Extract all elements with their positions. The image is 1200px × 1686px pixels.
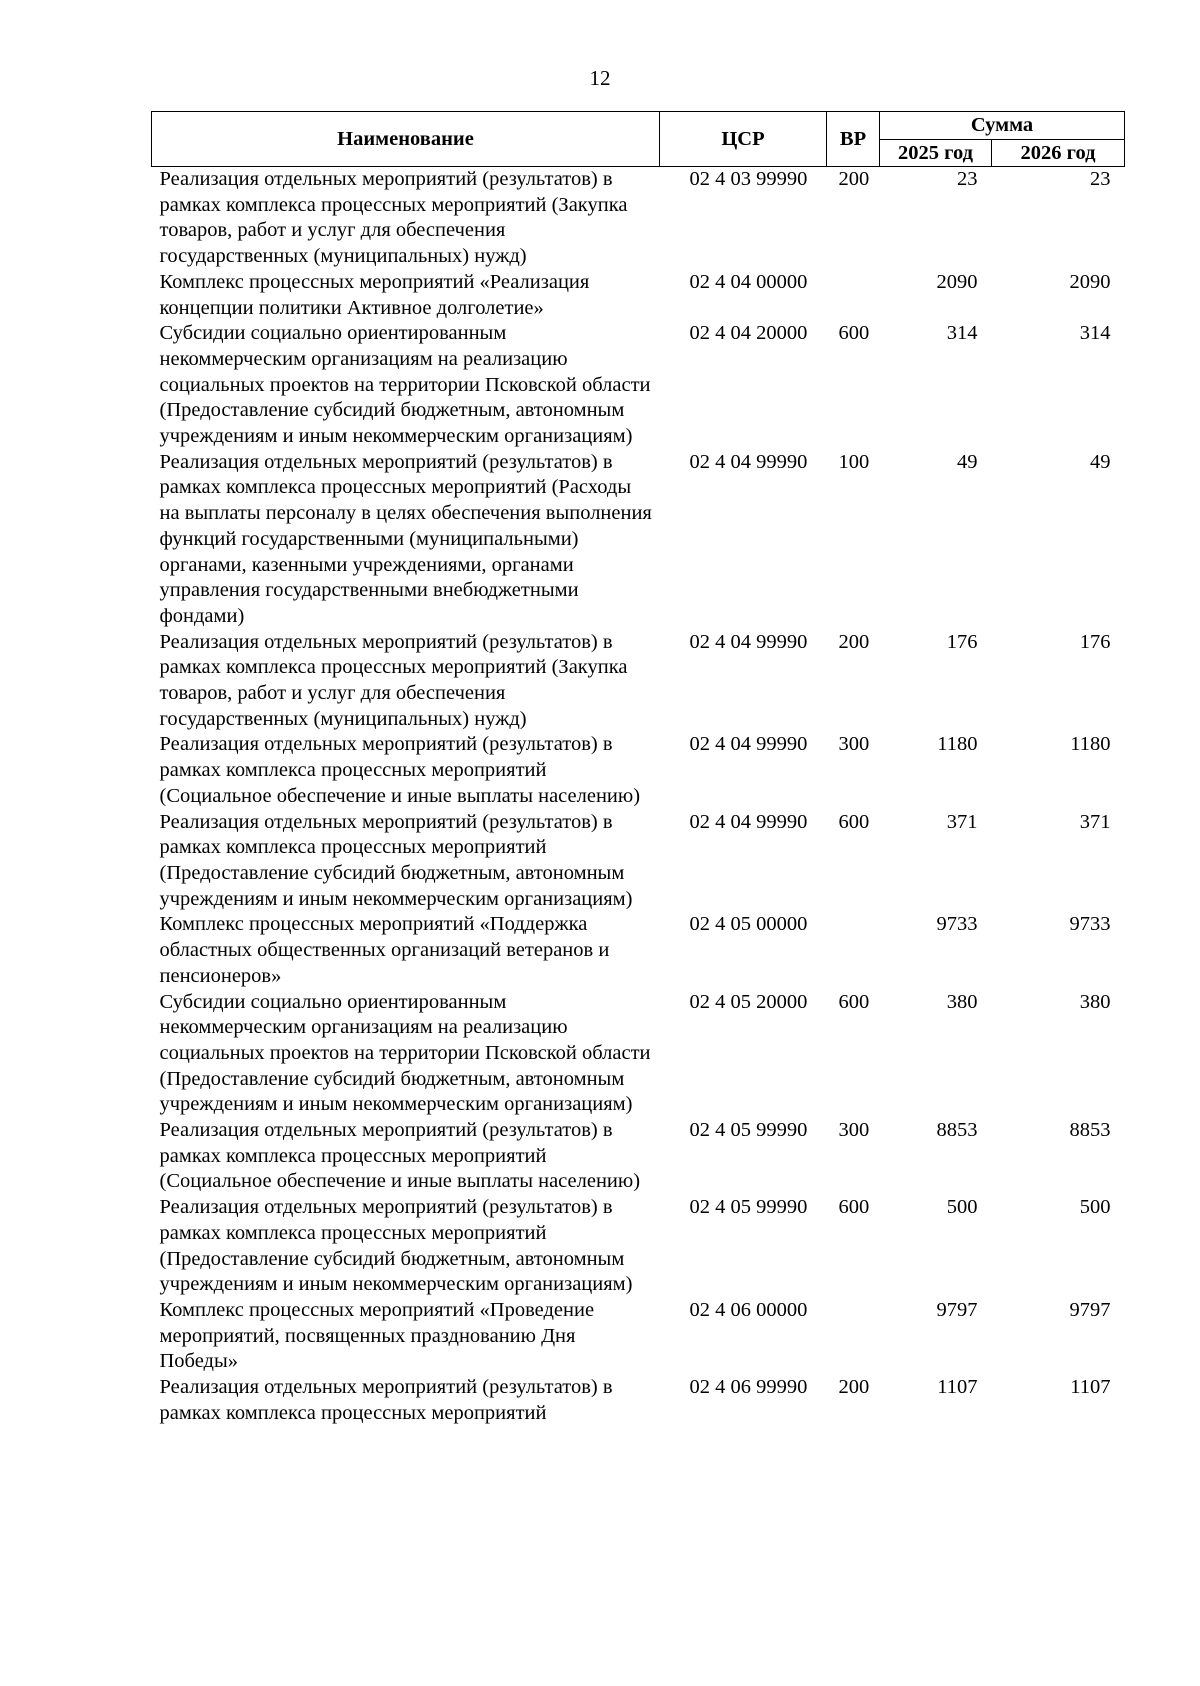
row-vr — [827, 912, 880, 989]
row-sum-2025: 176 — [946, 630, 978, 653]
row-name: Субсидии социально ориентированным некоммерческим организациям на реализацию социальных проектов на территории Псковской области (Предоставление субсидий бюджетным, автономным учреждениям и иным некоммерческим организациям) — [159, 322, 651, 448]
row-csr: 02 4 03 99990 — [689, 168, 808, 190]
row-csr: 02 4 05 99990 — [689, 1119, 808, 1142]
row-name: Комплекс процессных мероприятий «Поддержка областных общественных организаций ветеранов и пенсионеров» — [159, 913, 610, 987]
table-body — [152, 167, 1125, 1427]
row-sum-2025: 49 — [957, 450, 978, 473]
row-sum-2026: 314 — [1079, 322, 1111, 345]
row-sum-2026: 2090 — [1069, 270, 1111, 293]
row-csr: 02 4 04 99990 — [689, 450, 808, 473]
row-sum-2026: 9797 — [1069, 1298, 1111, 1321]
row-sum-2026: 371 — [1079, 810, 1111, 833]
row-name: Реализация отдельных мероприятий (результатов) в рамках комплекса процессных мероприятий (Закупка товаров, работ и услуг для обеспечения государственных (муниципальных) нужд) — [159, 630, 628, 730]
row-sum-2025: 500 — [946, 1196, 978, 1219]
row-csr: 02 4 05 00000 — [689, 913, 808, 936]
row-name: Реализация отдельных мероприятий (результатов) в рамках комплекса процессных мероприятий (Закупка товаров, работ и услуг для обеспечения государственных (муниципальных) нужд) — [159, 168, 628, 268]
row-csr: 02 4 06 99990 — [689, 1376, 808, 1399]
row-vr — [827, 1298, 880, 1375]
row-sum-2026: 9733 — [1069, 913, 1111, 936]
header-year-2025: 2025 год — [880, 139, 992, 167]
row-sum-2025: 9797 — [936, 1298, 978, 1321]
table-row — [152, 450, 1125, 630]
row-sum-2025: 23 — [957, 168, 978, 190]
header-csr: ЦСР — [660, 112, 827, 167]
row-vr: 300 — [838, 733, 870, 756]
row-sum-2026: 176 — [1079, 630, 1111, 653]
row-sum-2025: 314 — [946, 322, 978, 345]
header-year-2026: 2026 год — [992, 139, 1125, 167]
row-sum-2025: 8853 — [936, 1119, 978, 1142]
header-sum: Сумма — [880, 112, 1125, 140]
row-sum-2026: 1107 — [1070, 1376, 1111, 1399]
row-csr: 02 4 04 20000 — [689, 322, 808, 345]
row-name: Реализация отдельных мероприятий (результатов) в рамках комплекса процессных мероприятий (Предоставление субсидий бюджетным, автономным учреждениям и иным некоммерческим организациям) — [159, 1196, 633, 1296]
row-vr: 200 — [838, 168, 870, 190]
row-csr: 02 4 04 99990 — [689, 733, 808, 756]
row-vr: 200 — [838, 1376, 870, 1399]
table-row — [152, 1298, 1125, 1375]
row-csr: 02 4 05 99990 — [689, 1196, 808, 1219]
row-vr: 600 — [838, 322, 870, 345]
row-vr: 600 — [838, 810, 870, 833]
row-csr: 02 4 04 99990 — [689, 630, 808, 653]
row-sum-2025: 380 — [946, 990, 978, 1013]
row-sum-2026: 23 — [1090, 168, 1111, 190]
row-sum-2025: 2090 — [936, 270, 978, 293]
row-sum-2025: 371 — [946, 810, 978, 833]
row-name: Субсидии социально ориентированным некоммерческим организациям на реализацию социальных проектов на территории Псковской области (Предоставление субсидий бюджетным, автономным учреждениям и иным некоммерческим организациям) — [159, 990, 651, 1116]
row-name: Реализация отдельных мероприятий (результатов) в рамках комплекса процессных мероприятий (Предоставление субсидий бюджетным, автономным учреждениям и иным некоммерческим организациям) — [159, 810, 633, 910]
row-vr — [827, 270, 880, 321]
table-row — [152, 1375, 1125, 1426]
row-vr: 300 — [838, 1119, 870, 1142]
table-row — [152, 321, 1125, 450]
budget-table — [151, 111, 1125, 1426]
header-vr: ВР — [827, 112, 880, 167]
page-number: 12 — [589, 66, 611, 90]
row-sum-2026: 49 — [1090, 450, 1111, 473]
row-sum-2026: 1180 — [1070, 733, 1111, 756]
row-name: Реализация отдельных мероприятий (результатов) в рамках комплекса процессных мероприятий — [159, 1376, 613, 1424]
row-sum-2025: 1107 — [937, 1376, 978, 1399]
header-name: Наименование — [152, 112, 660, 167]
row-csr: 02 4 06 00000 — [689, 1298, 808, 1321]
table-row — [152, 1195, 1125, 1298]
table-row — [152, 912, 1125, 989]
row-csr: 02 4 04 00000 — [689, 270, 808, 293]
row-vr: 600 — [838, 1196, 870, 1219]
table-row — [152, 167, 1125, 270]
table-row — [152, 990, 1125, 1119]
row-sum-2025: 9733 — [936, 913, 978, 936]
row-name: Комплекс процессных мероприятий «Реализация концепции политики Активное долголетие» — [159, 270, 590, 319]
row-sum-2026: 500 — [1079, 1196, 1111, 1219]
table-row — [152, 732, 1125, 809]
row-name: Комплекс процессных мероприятий «Проведение мероприятий, посвященных празднованию Дня Победы» — [159, 1298, 595, 1373]
row-vr: 600 — [838, 990, 870, 1013]
row-sum-2026: 380 — [1079, 990, 1111, 1013]
table-row — [152, 1118, 1125, 1195]
row-csr: 02 4 04 99990 — [689, 810, 808, 833]
table-header — [152, 112, 1125, 167]
row-sum-2026: 8853 — [1069, 1119, 1111, 1142]
table-row — [152, 630, 1125, 733]
row-vr: 100 — [838, 450, 870, 473]
table-row — [152, 810, 1125, 913]
row-name: Реализация отдельных мероприятий (результатов) в рамках комплекса процессных мероприятий (Расходы на выплаты персоналу в целях обеспечения выполнения функций государственными (муниципальными) органами, казенными учреждениями, органами управления государственными внебюджетными фондами) — [159, 450, 652, 627]
row-vr: 200 — [838, 630, 870, 653]
row-csr: 02 4 05 20000 — [689, 990, 808, 1013]
table-row — [152, 270, 1125, 321]
row-name: Реализация отдельных мероприятий (результатов) в рамках комплекса процессных мероприятий (Социальное обеспечение и иные выплаты населению) — [159, 1119, 641, 1193]
row-name: Реализация отдельных мероприятий (результатов) в рамках комплекса процессных мероприятий (Социальное обеспечение и иные выплаты населению) — [159, 733, 641, 807]
row-sum-2025: 1180 — [937, 733, 978, 756]
